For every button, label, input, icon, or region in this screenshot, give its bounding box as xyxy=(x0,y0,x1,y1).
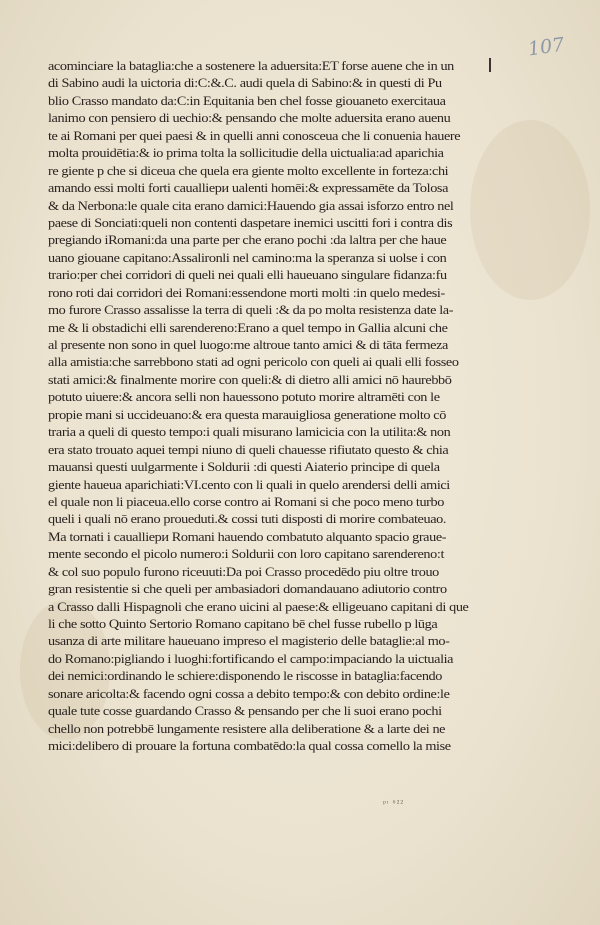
text-column xyxy=(48,58,488,756)
text-line: queli i quali nō erano proueduti.& cossi tuti disposti di morire combateuao. xyxy=(48,512,447,527)
text-line: molta prouidētia:& io prima tolta la sollicitudie della uictualia:ad aparichia xyxy=(48,146,444,161)
text-line: li che sotto Quinto Sertorio Romano capitano bē chel fusse rubello p lūga xyxy=(48,617,438,631)
text-line: paese di Sonciati:queli non contenti daspetare inemici uscitti fori i contra dis xyxy=(48,215,453,230)
text-line: mauansi questi uulgarmente i Soldurii :di questi Aiaterio principe di quela xyxy=(48,460,440,475)
text-line: mici:delibero di prouare la fortuna combatēdo:la qual cossa comello la mise xyxy=(48,739,451,754)
text-line: quale tute cosse guardando Crasso & pensando per che li suoi erano pochi xyxy=(48,704,442,719)
signature-mark: ᵖᶦ ⁶²² xyxy=(383,798,405,808)
text-line: usanza di arte militare haueuano impreso el magisterio delle bataglie:al mo- xyxy=(48,634,450,649)
text-line: alla amistia:che sarrebbono stati ad ogni pericolo con queli ai quali elli fosseo xyxy=(48,355,459,370)
text-line: & col suo populo furono riceuuti:Da poi Crasso procedēdo piu oltre trouo xyxy=(48,564,439,579)
text-line: mo furore Crasso assalisse la terra di queli :& da po molta resistenza date la- xyxy=(48,303,454,318)
text-line: Ma tornati i caualliери Romani hauendo combatuto alquanto spacio graue- xyxy=(48,529,447,544)
text-line: era stato trouato aquei tempi niuno di queli chauesse rifiutato questo & chia xyxy=(48,442,449,457)
text-line: do Romano:pigliando i luoghi:fortificando el campo:impaciando la uictualia xyxy=(48,651,454,666)
text-line: gran resistentie si che queli per ambasiadori domandauano adiutorio contro xyxy=(48,582,447,597)
text-line: al presente non sono in quel luogo:me altroue tanto amici & di tāta fermeza xyxy=(48,338,448,352)
text-line: stati amici:& finalmente morire con queli:& di dietro alli amici nō haurebbō xyxy=(48,372,452,387)
text-line: chello non potrebbē lungamente resistere alla deliberatione & a larte dei ne xyxy=(48,721,446,736)
text-line: trario:per chei corridori di queli nei quali elli haueuano singulare fidanza:fu xyxy=(48,268,447,283)
text-line: sonare aricolta:& facendo ogni cossa a debito tempo:& con debito ordine:le xyxy=(48,686,450,701)
text-line: pregiando iRomani:da una parte per che erano pochi :da laltra per che haue xyxy=(48,233,447,248)
text-line: propie mani si uccideuano:& era questa marauigliosa generatione molto cō xyxy=(48,407,446,422)
text-line: amando essi molti forti caualliери ualenti homēi:& expressamēte da Tolosa xyxy=(48,181,449,196)
text-line: dei nemici:ordinando le schiere:disponendo le riscosse in bataglia:facendo xyxy=(48,669,443,684)
text-line: potuto uiuere:& ancora selli non hauessono potuto morire altramēti con le xyxy=(48,390,440,405)
folio-number: 107 xyxy=(526,33,566,61)
text-line: a Crasso dalli Hispagnoli che erano uicini al paese:& elligeuano capitani di que xyxy=(48,599,469,614)
text-line: & da Nerbona:le quale cita erano damici:Hauendo gia assai isforzo entro nel xyxy=(48,198,454,213)
text-line: el quale non li piaceua.ello corse contro ai Romani si che poco meno turbo xyxy=(48,494,444,509)
text-line: re giente p che si diceua che quela era giente molto excellente in forteza:chi xyxy=(48,163,449,178)
text-line: giente haueua aparichiati:VI.cento con li quali in quelo arendersi delli amici xyxy=(48,477,450,492)
text-line: acominciare la bataglia:che a sostenere la aduersita:ET forse auene che in un xyxy=(48,59,454,73)
text-line: te ai Romani per quei paesi & in quelli anni conosceua che li conuenia hauere xyxy=(48,128,461,143)
text-line: rono roti dai corridori dei Romani:essendone morti molti :in quelo medesi- xyxy=(48,285,445,300)
text-line: lanimo con pensiero di uechio:& pensando che molte aduersita erano auenu xyxy=(48,111,451,126)
text-line: me & li obstadichi elli sarendereno:Erano a quel tempo in Gallia alcuni che xyxy=(48,320,448,335)
text-line: blio Crasso mandato da:C:in Equitania ben chel fosse giouaneto exercitaua xyxy=(48,93,446,108)
text-line: di Sabino audi la uictoria di:C:&.C. audi quela di Sabino:& in questi di Pu xyxy=(48,76,442,91)
text-line: uano giouane capitano:Assalironli nel camino:ma la speranza si uolse i con xyxy=(48,250,447,265)
text-line: traria a queli di questo tempo:i quali misurano lamicicia con la utilita:& non xyxy=(48,425,451,440)
text-line: mente secondo el picolo numero:i Soldurii con loro capitano sarendereno:t xyxy=(48,547,444,562)
